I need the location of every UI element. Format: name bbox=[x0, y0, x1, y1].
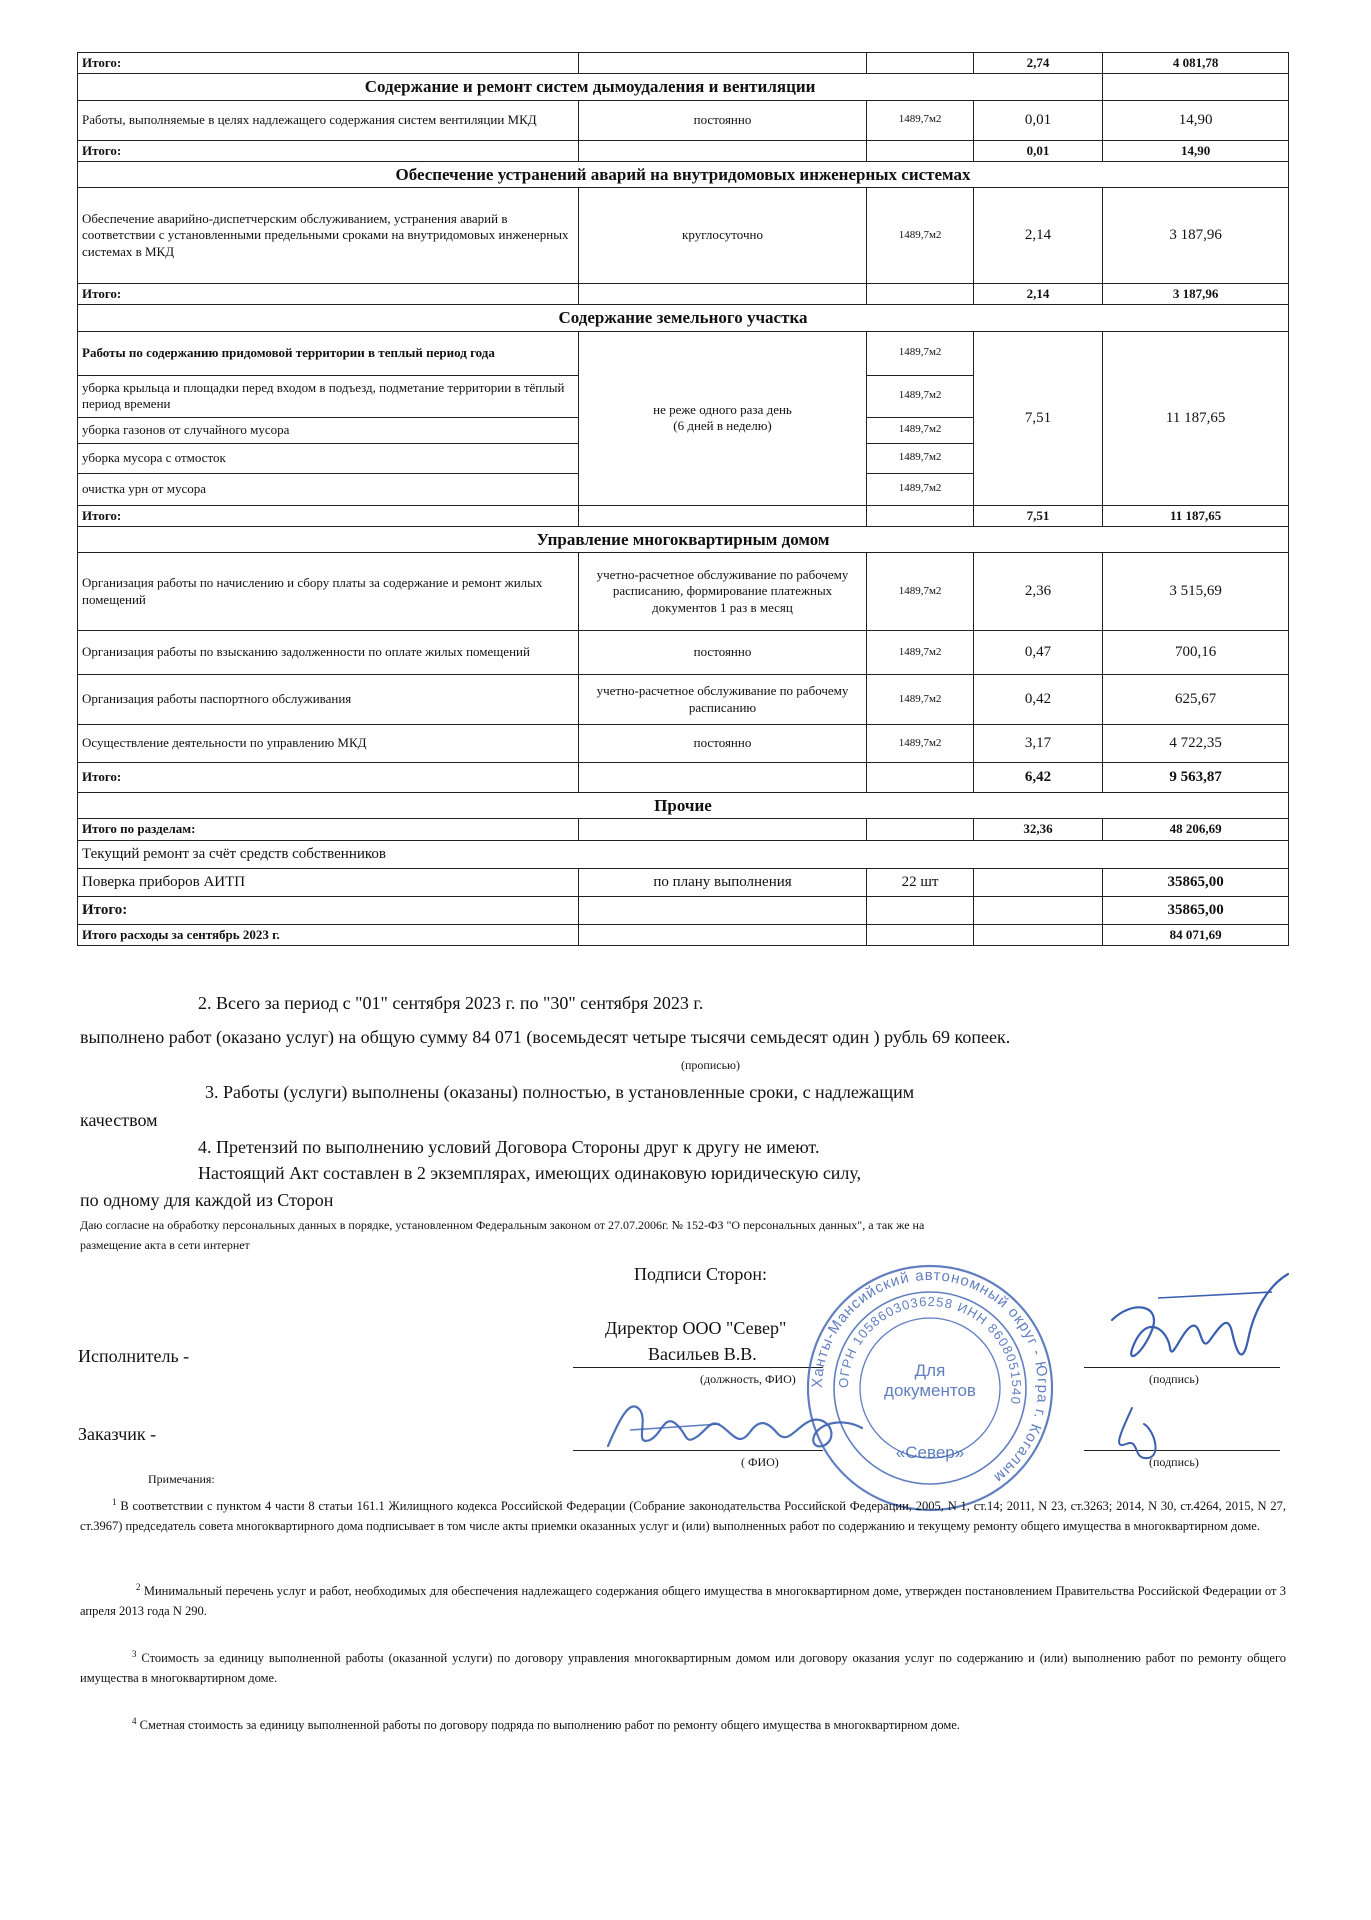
table-row bbox=[78, 140, 1289, 161]
service-sum: 14,90 bbox=[1103, 100, 1289, 140]
table-row bbox=[78, 763, 1289, 793]
section-total-sum: 9 563,87 bbox=[1103, 763, 1289, 793]
note-1-mark: 1 bbox=[112, 1497, 117, 1507]
table-row bbox=[78, 725, 1289, 763]
service-unit: 1489,7м2 bbox=[867, 188, 974, 284]
stamp-center-line2: документов bbox=[884, 1381, 976, 1400]
section-total-label: Итого: bbox=[78, 505, 579, 526]
table-row bbox=[78, 896, 1289, 924]
service-name: уборка мусора с отмосток bbox=[78, 443, 579, 473]
section-header-row bbox=[78, 526, 1289, 552]
executor-handwritten-signature bbox=[1092, 1270, 1292, 1390]
repair-total-sum: 35865,00 bbox=[1103, 896, 1289, 924]
paragraph-5-line1: Настоящий Акт составлен в 2 экземплярах, имеющих одинаковую юридическую силу, bbox=[198, 1163, 862, 1183]
section-title: Управление многоквартирным домом bbox=[78, 526, 1289, 552]
service-rate: 2,36 bbox=[973, 553, 1102, 631]
table-row bbox=[78, 840, 1289, 868]
service-name: уборка крыльца и площадки перед входом в подъезд, подметание территории в тёплый период времени bbox=[78, 375, 579, 417]
table-row bbox=[78, 188, 1289, 284]
section-total-rate: 0,01 bbox=[973, 140, 1102, 161]
section-total-sum: 14,90 bbox=[1103, 140, 1289, 161]
executor-name-line bbox=[573, 1367, 823, 1368]
paragraph-2-line2: выполнено работ (оказано услуг) на общую сумму 84 071 (восемьдесят четыре тысячи семьдесят один ) рубль 69 копеек. bbox=[80, 1027, 1011, 1047]
service-period: по плану выполнения bbox=[578, 868, 866, 896]
customer-sign-scribble bbox=[1092, 1400, 1282, 1470]
section-header-row bbox=[78, 305, 1289, 331]
section-total-rate: 6,42 bbox=[973, 763, 1102, 793]
propisyu-caption: (прописью) bbox=[681, 1058, 741, 1072]
section-total-sum: 4 081,78 bbox=[1103, 53, 1289, 74]
section-total-label: Итого: bbox=[78, 284, 579, 305]
service-name: Организация работы паспортного обслуживания bbox=[78, 675, 579, 725]
section-total-label: Итого: bbox=[78, 53, 579, 74]
section-header-row bbox=[78, 161, 1289, 187]
section-title: Обеспечение устранений аварий на внутридомовых инженерных системах bbox=[78, 161, 1289, 187]
table-row bbox=[78, 331, 1289, 375]
section-title: Прочие bbox=[78, 793, 1289, 819]
service-rate: 7,51 bbox=[973, 331, 1102, 505]
service-name: очистка урн от мусора bbox=[78, 473, 579, 505]
paragraph-5-line2: по одному для каждой из Сторон bbox=[80, 1190, 334, 1210]
table-row bbox=[78, 505, 1289, 526]
service-period: учетно-расчетное обслуживание по рабочему расписанию bbox=[578, 675, 866, 725]
customer-sign-caption: (подпись) bbox=[1149, 1455, 1199, 1469]
paragraph-2-line1: 2. Всего за период с "01" сентября 2023 г. по "30" сентября 2023 г. bbox=[198, 993, 704, 1013]
note-2-text: Минимальный перечень услуг и работ, необходимых для обеспечения надлежащего содержания общего имущества в многоквартирном доме, утвержден постановлением Правительства Российской Федерации от 3 апреля 2013 года N 290. bbox=[80, 1584, 1286, 1619]
executor-label: Исполнитель - bbox=[78, 1346, 190, 1366]
service-period: постоянно bbox=[578, 100, 866, 140]
section-total-label: Итого: bbox=[78, 763, 579, 793]
service-name: уборка газонов от случайного мусора bbox=[78, 417, 579, 443]
executor-name: Васильев В.В. bbox=[648, 1344, 757, 1364]
grand-total-label: Итого расходы за сентябрь 2023 г. bbox=[78, 924, 579, 945]
paragraph-3-line1: 3. Работы (услуги) выполнены (оказаны) полностью, в установленные сроки, с надлежащим bbox=[205, 1082, 915, 1102]
services-table bbox=[77, 52, 1289, 946]
table-row bbox=[78, 100, 1289, 140]
service-unit: 1489,7м2 bbox=[867, 725, 974, 763]
stamp-name: «Север» bbox=[895, 1443, 965, 1462]
notes-title: Примечания: bbox=[148, 1472, 215, 1486]
service-rate: 2,14 bbox=[973, 188, 1102, 284]
consent-line2: размещение акта в сети интернет bbox=[80, 1238, 250, 1252]
service-sum: 35865,00 bbox=[1103, 868, 1289, 896]
service-sum: 700,16 bbox=[1103, 631, 1289, 675]
service-rate: 0,42 bbox=[973, 675, 1102, 725]
section-title: Содержание земельного участка bbox=[78, 305, 1289, 331]
section-header-row bbox=[78, 793, 1289, 819]
table-row bbox=[78, 675, 1289, 725]
note-3-mark: 3 bbox=[132, 1649, 137, 1659]
stamp-outer-text: Ханты-Мансийский автономный округ - Югра г. Когалым bbox=[808, 1266, 1052, 1487]
service-period: круглосуточно bbox=[578, 188, 866, 284]
service-name: Осуществление деятельности по управлению МКД bbox=[78, 725, 579, 763]
service-name: Работы, выполняемые в целях надлежащего содержания систем вентиляции МКД bbox=[78, 100, 579, 140]
signatures-title: Подписи Сторон: bbox=[634, 1264, 768, 1284]
service-name: Организация работы по взысканию задолженности по оплате жилых помещений bbox=[78, 631, 579, 675]
section-total-rate: 2,74 bbox=[973, 53, 1102, 74]
table-row bbox=[78, 284, 1289, 305]
service-unit: 1489,7м2 bbox=[867, 331, 974, 375]
service-sum: 4 722,35 bbox=[1103, 725, 1289, 763]
note-3-text: Стоимость за единицу выполненной работы (оказанной услуги) по договору управления многоквартирным домом или договору оказания услуг по содержанию и (или) выполнению работ по ремонту общего имущества в многоквартирном доме. bbox=[80, 1651, 1287, 1686]
note-1 bbox=[80, 1495, 1286, 1536]
service-rate: 3,17 bbox=[973, 725, 1102, 763]
repair-total-label: Итого: bbox=[78, 896, 579, 924]
service-unit: 1489,7м2 bbox=[867, 675, 974, 725]
table-row bbox=[78, 553, 1289, 631]
service-sum: 11 187,65 bbox=[1103, 331, 1289, 505]
section-total-sum: 11 187,65 bbox=[1103, 505, 1289, 526]
paragraph-4: 4. Претензий по выполнению условий Договора Стороны друг к другу не имеют. bbox=[198, 1137, 820, 1157]
executor-position: Директор ООО "Север" bbox=[605, 1318, 787, 1338]
service-unit: 1489,7м2 bbox=[867, 631, 974, 675]
table-row bbox=[78, 53, 1289, 74]
service-unit: 1489,7м2 bbox=[867, 375, 974, 417]
note-2-mark: 2 bbox=[136, 1582, 141, 1592]
service-period bbox=[578, 331, 866, 505]
section-total-rate: 7,51 bbox=[973, 505, 1102, 526]
service-period: постоянно bbox=[578, 725, 866, 763]
service-name: Обеспечение аварийно-диспетчерским обслуживанием, устранения аварий в соответствии с установленными предельными сроками на внутридомовых инженерных системах в МКД bbox=[78, 188, 579, 284]
customer-handwritten-signature bbox=[600, 1388, 870, 1458]
service-sum: 625,67 bbox=[1103, 675, 1289, 725]
service-name: Работы по содержанию придомовой территории в теплый период года bbox=[78, 331, 579, 375]
note-4 bbox=[80, 1714, 1286, 1735]
executor-caption: (должность, ФИО) bbox=[700, 1372, 796, 1386]
customer-label: Заказчик - bbox=[78, 1424, 157, 1444]
consent-line1: Даю согласие на обработку персональных данных в порядке, установленном Федеральным законом от 27.07.2006г. № 152-ФЗ "О персональных данных", а так же на bbox=[80, 1218, 925, 1232]
table-row bbox=[78, 868, 1289, 896]
table-row bbox=[78, 819, 1289, 840]
service-period: учетно-расчетное обслуживание по рабочему расписанию, формирование платежных документов 1 раз в месяц bbox=[578, 553, 866, 631]
stamp-center-line1: Для bbox=[914, 1361, 946, 1380]
service-sum: 3 187,96 bbox=[1103, 188, 1289, 284]
section-header-row bbox=[78, 74, 1289, 100]
period-line: не реже одного раза день bbox=[653, 401, 792, 417]
service-rate: 0,47 bbox=[973, 631, 1102, 675]
service-rate: 0,01 bbox=[973, 100, 1102, 140]
service-unit: 22 шт bbox=[867, 868, 974, 896]
grand-total-sum: 84 071,69 bbox=[1103, 924, 1289, 945]
customer-caption: ( ФИО) bbox=[741, 1455, 779, 1469]
period-line: (6 дней в неделю) bbox=[673, 418, 772, 433]
section-total-label: Итого: bbox=[78, 140, 579, 161]
service-unit: 1489,7м2 bbox=[867, 443, 974, 473]
repair-section-title: Текущий ремонт за счёт средств собственников bbox=[78, 840, 1289, 868]
note-3 bbox=[80, 1647, 1286, 1688]
sections-total-sum: 48 206,69 bbox=[1103, 819, 1289, 840]
table-row bbox=[78, 631, 1289, 675]
table-row bbox=[78, 924, 1289, 945]
stamp-inner-text: ОГРН 1058603036258 ИНН 8608051540 bbox=[835, 1293, 1025, 1407]
note-1-text: В соответствии с пунктом 4 части 8 статьи 161.1 Жилищного кодекса Российской Федерации (Собрание законодательства Российской Федерации, 2005, N 1, ст.14; 2011, N 23, ст.3263; 2014, N 30, ст.4264, 2015, N 27, ст.3967) председатель совета многоквартирного дома подписывает в том числе акты приемки оказанных услуг и (или) выполненных работ по содержанию и текущему ремонту общего имущества в многоквартирном доме. bbox=[80, 1499, 1286, 1534]
service-period: постоянно bbox=[578, 631, 866, 675]
note-4-text: Сметная стоимость за единицу выполненной работы по договору подряда по выполнению работ по ремонту общего имущества в многоквартирном доме. bbox=[139, 1718, 960, 1733]
executor-sign-caption: (подпись) bbox=[1149, 1372, 1199, 1386]
service-unit: 1489,7м2 bbox=[867, 473, 974, 505]
service-unit: 1489,7м2 bbox=[867, 553, 974, 631]
note-2 bbox=[80, 1580, 1286, 1621]
service-name: Организация работы по начислению и сбору платы за содержание и ремонт жилых помещений bbox=[78, 553, 579, 631]
service-unit: 1489,7м2 bbox=[867, 100, 974, 140]
section-total-rate: 2,14 bbox=[973, 284, 1102, 305]
service-sum: 3 515,69 bbox=[1103, 553, 1289, 631]
paragraph-3-line2: качеством bbox=[80, 1110, 158, 1130]
sections-total-label: Итого по разделам: bbox=[78, 819, 579, 840]
sections-total-rate: 32,36 bbox=[973, 819, 1102, 840]
service-name: Поверка приборов АИТП bbox=[78, 868, 579, 896]
note-4-mark: 4 bbox=[132, 1716, 137, 1726]
service-unit: 1489,7м2 bbox=[867, 417, 974, 443]
section-title: Содержание и ремонт систем дымоудаления и вентиляции bbox=[78, 74, 1103, 100]
section-total-sum: 3 187,96 bbox=[1103, 284, 1289, 305]
